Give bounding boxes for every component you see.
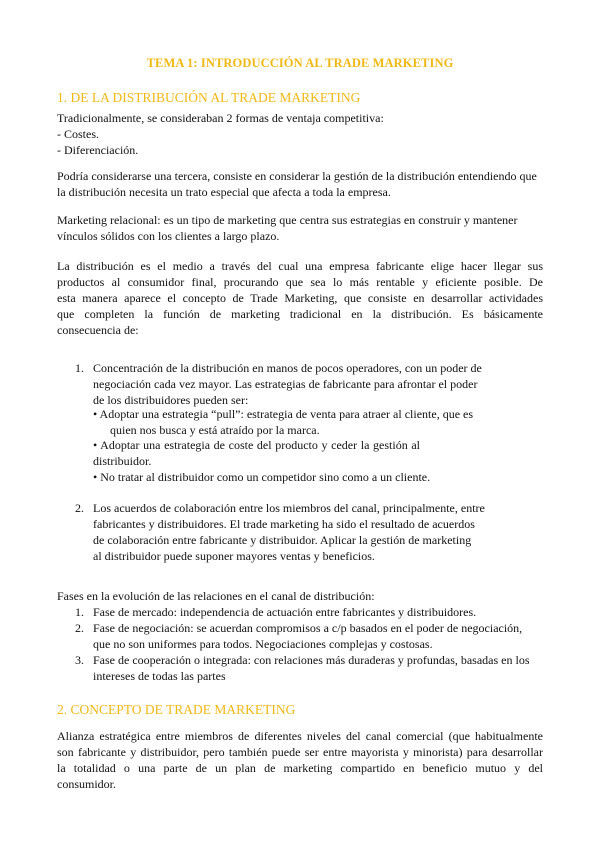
sub-bullet-line: • Adoptar una estrategia de coste del producto y ceder la gestión al <box>93 438 420 452</box>
sub-bullet-line: quien nos busca y está atraído por la marca. <box>110 423 320 437</box>
list-item-line: Fase de cooperación o integrada: con relaciones más duraderas y profundas, basadas en los <box>93 653 530 667</box>
paragraph-line: la totalidad o una parte de un plan de marketing compartido en beneficio mutuo y del <box>57 761 543 775</box>
list-item-line: Concentración de la distribución en manos de pocos operadores, con un poder de <box>93 361 482 375</box>
paragraph-line: vínculos sólidos con los clientes a largo plazo. <box>57 229 280 243</box>
list-item-line: de los distribuidores pueden ser: <box>93 393 249 407</box>
list-number: 3. <box>75 653 84 667</box>
list-item-line: Fase de negociación: se acuerdan compromisos a c/p basados en el poder de negociación, <box>93 621 523 635</box>
sub-bullet-line: • No tratar al distribuidor como un competidor sino como a un cliente. <box>93 470 431 484</box>
list-number: 2. <box>75 621 84 635</box>
sub-bullet-line: • Adoptar una estrategia “pull”: estrategia de venta para atraer al cliente, que es <box>93 407 474 421</box>
list-item-line: que no son uniformes para todos. Negociaciones complejas y costosas. <box>93 637 433 651</box>
paragraph-line: Alianza estratégica entre miembros de diferentes niveles del canal comercial (que habitualmente <box>57 729 543 743</box>
paragraph-line: Marketing relacional: es un tipo de marketing que centra sus estrategias en construir y mantener <box>57 213 518 227</box>
paragraph-line: que completen la función de marketing tradicional en la distribución. Es básicamente <box>57 307 543 321</box>
intro-text: Tradicionalmente, se consideraban 2 formas de ventaja competitiva: <box>57 111 384 125</box>
list-item-line: intereses de todas las partes <box>93 669 226 683</box>
list-item-line: al distribuidor puede suponer mayores ventas y beneficios. <box>93 549 375 563</box>
sub-bullet-line: distribuidor. <box>93 454 152 468</box>
list-item-costes: - Costes. <box>57 127 99 141</box>
section-heading-1: 1. DE LA DISTRIBUCIÓN AL TRADE MARKETING <box>57 90 361 105</box>
paragraph-line: la distribución necesita un trato especial que afecta a toda la empresa. <box>57 185 391 199</box>
list-item-line: Fase de mercado: independencia de actuación entre fabricantes y distribuidores. <box>93 605 477 619</box>
list-item-line: fabricantes y distribuidores. El trade marketing ha sido el resultado de acuerdos <box>93 517 475 531</box>
paragraph-line: consumidor. <box>57 777 116 791</box>
list-number: 2. <box>75 501 84 515</box>
paragraph-line: La distribución es el medio a través del cual una empresa fabricante elige hacer llegar sus <box>57 259 543 273</box>
paragraph-line: Podría considerarse una tercera, consiste en considerar la gestión de la distribución entendiendo que <box>57 169 537 183</box>
list-item-line: negociación cada vez mayor. Las estrategias de fabricante para afrontar el poder <box>93 377 478 391</box>
paragraph-line: son fabricante y distribuidor, pero también puede ser entre mayorista y minorista) para desarrollar <box>57 745 543 759</box>
list-item-line: de colaboración entre fabricante y distribuidor. Aplicar la gestión de marketing <box>93 533 472 547</box>
section-heading-2: 2. CONCEPTO DE TRADE MARKETING <box>57 702 296 717</box>
list-number: 1. <box>75 361 84 375</box>
list-item-line: Los acuerdos de colaboración entre los miembros del canal, principalmente, entre <box>93 501 485 515</box>
list-number: 1. <box>75 605 84 619</box>
phases-intro: Fases en la evolución de las relaciones en el canal de distribución: <box>57 589 375 603</box>
paragraph-line: consecuencia de: <box>57 323 139 337</box>
paragraph-line: esta manera aparece el concepto de Trade Marketing, que consiste en desarrollar actividades <box>57 291 543 305</box>
list-item-diferenciacion: - Diferenciación. <box>57 143 139 157</box>
paragraph-line: productos al consumidor final, procurando que sea lo más rentable y eficiente posible. De <box>57 275 543 289</box>
document-title: TEMA 1: INTRODUCCIÓN AL TRADE MARKETING <box>146 56 454 70</box>
